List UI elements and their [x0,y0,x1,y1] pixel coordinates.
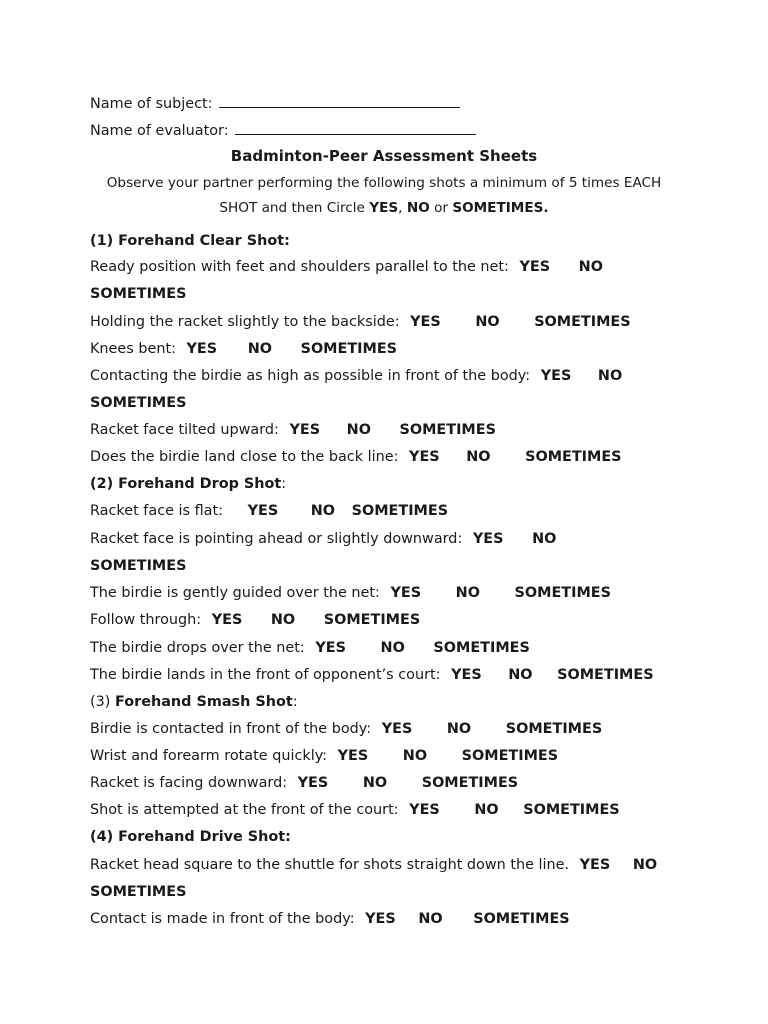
subject-name-label: Name of subject: [90,96,213,112]
list-item [90,258,603,276]
option-yes[interactable]: YES [315,640,346,656]
list-item [90,502,448,520]
list-item [90,720,602,738]
option-sometimes[interactable]: SOMETIMES [399,422,496,438]
option-yes[interactable]: YES [186,341,218,357]
instructions-line-1: Observe your partner performing the following shots a minimum of 5 times EACH [106,175,662,191]
instr-no: NO [406,200,430,216]
section-3-number: (3) [90,694,115,710]
item-text: Racket face is pointing ahead or slightly downward: [90,531,463,547]
option-yes[interactable]: YES [451,667,482,683]
option-sometimes[interactable]: SOMETIMES [90,286,187,302]
option-yes[interactable]: YES [540,368,572,384]
option-yes[interactable]: YES [247,503,279,519]
item-text: Racket face tilted upward: [90,422,279,438]
option-yes[interactable]: YES [410,314,441,330]
list-item [90,747,558,765]
option-sometimes[interactable]: SOMETIMES [523,802,620,818]
option-sometimes[interactable]: SOMETIMES [421,775,519,791]
list-item [90,910,570,928]
option-yes[interactable]: YES [297,775,329,791]
option-sometimes[interactable]: SOMETIMES [473,911,570,927]
list-item [90,367,622,385]
option-sometimes[interactable]: SOMETIMES [90,558,187,574]
option-no[interactable]: NO [597,368,623,384]
item-text: Follow through: [90,612,202,628]
option-yes[interactable]: YES [337,748,369,764]
option-yes[interactable]: YES [390,585,422,601]
item-text: Knees bent: [90,341,176,357]
section-3-title: Forehand Smash Shot [114,694,293,710]
option-sometimes[interactable]: SOMETIMES [461,748,559,764]
option-no[interactable]: NO [310,503,336,519]
instr-or: or [429,200,453,216]
option-no[interactable]: NO [270,612,296,628]
subject-name-row [90,93,460,113]
item-text: Contacting the birdie as high as possible in front of the body: [90,368,531,384]
option-no[interactable]: NO [508,667,533,683]
option-yes[interactable]: YES [289,422,321,438]
instr-text: SHOT and then Circle [219,200,370,216]
section-3-colon: : [292,694,298,710]
list-item [90,421,496,439]
option-yes[interactable]: YES [409,449,440,465]
option-sometimes[interactable]: SOMETIMES [514,585,611,601]
item-text: Holding the racket slightly to the backside: [90,314,400,330]
list-item [90,666,654,684]
option-yes[interactable]: YES [381,721,413,737]
option-sometimes[interactable]: SOMETIMES [351,503,449,519]
instr-comma: , [398,200,407,216]
option-no[interactable]: NO [402,748,428,764]
item-text: The birdie drops over the net: [90,640,305,656]
option-no[interactable]: NO [446,721,472,737]
evaluator-name-label: Name of evaluator: [90,123,229,139]
section-3-heading [90,693,298,711]
option-sometimes[interactable]: SOMETIMES [525,449,622,465]
option-no[interactable]: NO [632,857,658,873]
item-text: Wrist and forearm rotate quickly: [90,748,328,764]
option-sometimes[interactable]: SOMETIMES [323,612,421,628]
option-no[interactable]: NO [578,259,603,275]
option-yes[interactable]: YES [365,911,396,927]
item-text: Racket head square to the shuttle for shots straight down the line. [90,857,570,873]
option-sometimes[interactable]: SOMETIMES [90,884,187,900]
option-sometimes[interactable]: SOMETIMES [300,341,398,357]
option-yes[interactable]: YES [519,259,551,275]
item-text: The birdie lands in the front of opponent’s court: [90,667,441,683]
list-item-continuation [90,394,186,412]
item-text: Racket face is flat: [90,503,223,519]
item-text: Does the birdie land close to the back line: [90,449,399,465]
evaluator-name-row [90,120,476,140]
list-item [90,448,622,466]
subject-name-field[interactable] [219,93,460,108]
option-yes[interactable]: YES [472,531,504,547]
item-text: Ready position with feet and shoulders parallel to the net: [90,259,509,275]
option-no[interactable]: NO [475,314,500,330]
page-title: Badminton-Peer Assessment Sheets [230,147,538,165]
option-no[interactable]: NO [362,775,388,791]
option-yes[interactable]: YES [409,802,440,818]
option-sometimes[interactable]: SOMETIMES [505,721,603,737]
option-sometimes[interactable]: SOMETIMES [557,667,654,683]
option-yes[interactable]: YES [579,857,611,873]
item-text: Birdie is contacted in front of the body: [90,721,372,737]
item-text: Contact is made in front of the body: [90,911,355,927]
list-item [90,856,657,874]
list-item-continuation [90,285,186,303]
instr-sometimes: SOMETIMES. [452,200,549,216]
list-item [90,774,518,792]
list-item-continuation [90,883,186,901]
option-sometimes[interactable]: SOMETIMES [90,395,187,411]
list-item [90,584,611,602]
list-item [90,801,620,819]
section-1-heading: (1) Forehand Clear Shot: [90,233,290,249]
list-item-continuation [90,557,186,575]
instructions-line-2 [0,199,768,217]
section-2-heading [90,475,286,493]
option-no[interactable]: NO [346,422,371,438]
item-text: Shot is attempted at the front of the court: [90,802,399,818]
instr-yes: YES [369,200,399,216]
list-item [90,611,420,629]
option-no[interactable]: NO [380,640,405,656]
option-no[interactable]: NO [474,802,499,818]
section-4-heading: (4) Forehand Drive Shot: [90,829,291,845]
option-sometimes[interactable]: SOMETIMES [433,640,530,656]
item-text: The birdie is gently guided over the net: [90,585,380,601]
option-no[interactable]: NO [466,449,491,465]
list-item [90,530,556,548]
list-item [90,639,530,657]
option-sometimes[interactable]: SOMETIMES [534,314,631,330]
evaluator-name-field[interactable] [235,120,476,135]
item-text: Racket is facing downward: [90,775,288,791]
list-item [90,313,631,331]
option-yes[interactable]: YES [211,612,243,628]
option-no[interactable]: NO [247,341,272,357]
section-2-colon: : [281,476,287,492]
section-2-title: (2) Forehand Drop Shot [90,476,282,492]
option-no[interactable]: NO [455,585,480,601]
option-no[interactable]: NO [532,531,557,547]
option-no[interactable]: NO [418,911,443,927]
list-item [90,340,397,358]
